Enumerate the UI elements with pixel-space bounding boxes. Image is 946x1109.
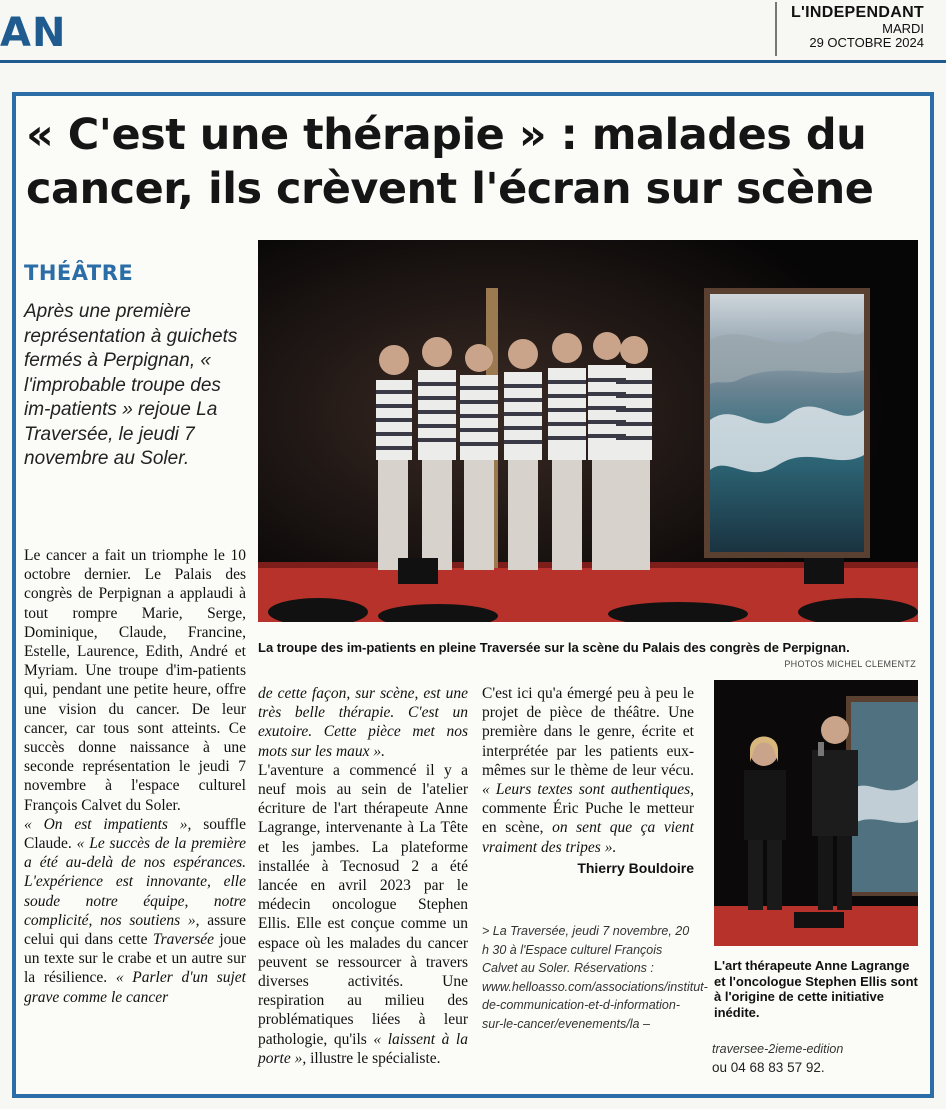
col3-quote-1: « Leurs textes sont authentiques,: [482, 781, 694, 799]
rubric-label: THÉÂTRE: [24, 261, 134, 285]
masthead: [0, 0, 946, 62]
practical-info-continued: [712, 1040, 922, 1077]
col1-text-4: joue un texte sur le crabe et un autre sur la résilience.: [24, 931, 247, 987]
col3-text: C'est ici qu'a émergé peu à peu le projet de pièce de théâtre. Une première dans le genre, écrite et interprétée par les patients eux-mêmes sur le thème de leur vécu.: [482, 685, 694, 779]
headline: « C'est une thérapie » : malades du cancer, ils crèvent l'écran sur scène: [26, 110, 874, 214]
paper-date: 29 OCTOBRE 2024: [809, 35, 924, 50]
lead-paragraph: Après une première représentation à guichets fermés à Perpignan, « l'improbable troupe des im-patients » rejoue La Traversée, le jeudi 7 novembre au Soler.: [24, 301, 238, 469]
main-photo-caption: La troupe des im-patients en pleine Traversée sur la scène du Palais des congrès de Perpignan.: [258, 640, 850, 655]
col2-paragraph: [258, 761, 468, 1068]
body-column-3: [482, 684, 694, 878]
masthead-rule: [0, 60, 946, 63]
article-frame: [12, 92, 934, 1098]
col2-quote-1: de cette façon, sur scène, est une très belle thérapie. C'est un exutoire. Cette pièce met nos mots sur les maux ».: [258, 685, 468, 760]
col1-quote-2: « Le succès de la première a été au-delà de nos espérances. L'expérience est innovante, elle soude notre équipe, notre complicité, nos soutiens »,: [24, 835, 246, 929]
col1-quote-3: « Parler d'un sujet grave comme le cancer: [24, 969, 246, 1006]
author-signature: Thierry Bouldoire: [577, 859, 694, 876]
reservation-phone: ou 04 68 83 57 92.: [712, 1059, 825, 1075]
photo-credit: PHOTOS MICHEL CLEMENTZ: [784, 659, 916, 669]
side-photo: [714, 680, 918, 946]
main-photo: [258, 240, 918, 622]
col1-title-ref: Traversée: [152, 931, 214, 949]
col1-text-2: souffle Claude.: [24, 815, 246, 853]
side-photo-caption: L'art thérapeute Anne Lagrange et l'oncologue Stephen Ellis sont à l'origine de cette initiative inédite.: [714, 958, 918, 1020]
col1-paragraph: [24, 546, 246, 815]
paper-name: L'INDEPENDANT: [790, 4, 924, 21]
reservation-url-end: traversee-2ieme-edition: [712, 1042, 844, 1056]
col1-text-3: assure celui qui dans cette: [24, 911, 246, 949]
section-title-fragment: AN: [0, 10, 67, 56]
body-column-2: [258, 684, 468, 1068]
practical-info: > La Traversée, jeudi 7 novembre, 20 h 30 à l'Espace culturel François Calvet au Soler. Réservations : www.helloasso.com/associations/institut-de-communication-et-d-information-sur-le-cancer/evenements/la –: [482, 924, 708, 1031]
col3-text-2: commente Éric Puche le metteur en scène,: [482, 800, 694, 837]
col2-text: L'aventure a commencé il y a neuf mois au sein de l'atelier écriture de l'art thérapeute Anne Lagrange, intervenante à La Tête et les jambes. La plateforme installée à Tecnosud 2 a été lancée en avril 2023 par le médecin oncologue Stephen Ellis. Elle est conçue comme un espace où les malades du cancer peuvent se ressourcer à travers diverses activités. Une respiration au milieu des problématiques liées à leur pathologie, qu'ils: [258, 761, 468, 1048]
stage-photo-illustration: [258, 240, 918, 622]
col2-text-2: illustre le spécialiste.: [306, 1049, 441, 1067]
col1-text: Le cancer a fait un triomphe le 10 octobre dernier. Le Palais des congrès de Perpignan a applaudi à tout rompre Marie, Serge, Dominique, Claude, Francine, Estelle, Laurence, Edith, André et Myriam. Une troupe d'im-patients qui, pendant une petite heure, offre une vision du cancer. De leur cancer, car tous sont atteints. Ce succès donne naissance à une seconde représentation le jeudi 7 novembre à l'espace culturel François Calvet du Soler.: [24, 547, 246, 814]
col1-quote-1: « On est impatients »,: [24, 815, 192, 833]
portrait-photo-illustration: [714, 680, 918, 946]
page-edge-mark: [26, 1100, 36, 1109]
body-column-1: [24, 546, 246, 1007]
paper-day: MARDI: [882, 21, 924, 36]
col3-paragraph: [482, 684, 694, 857]
col3-quote-2: on sent que ça vient vraiment des tripes ».: [482, 819, 694, 856]
col2-quote-paragraph: [258, 684, 468, 761]
col2-quote-2: « laissent à la porte »,: [258, 1030, 468, 1067]
paper-info: [764, 4, 924, 50]
col1-quote-paragraph: [24, 815, 246, 1007]
